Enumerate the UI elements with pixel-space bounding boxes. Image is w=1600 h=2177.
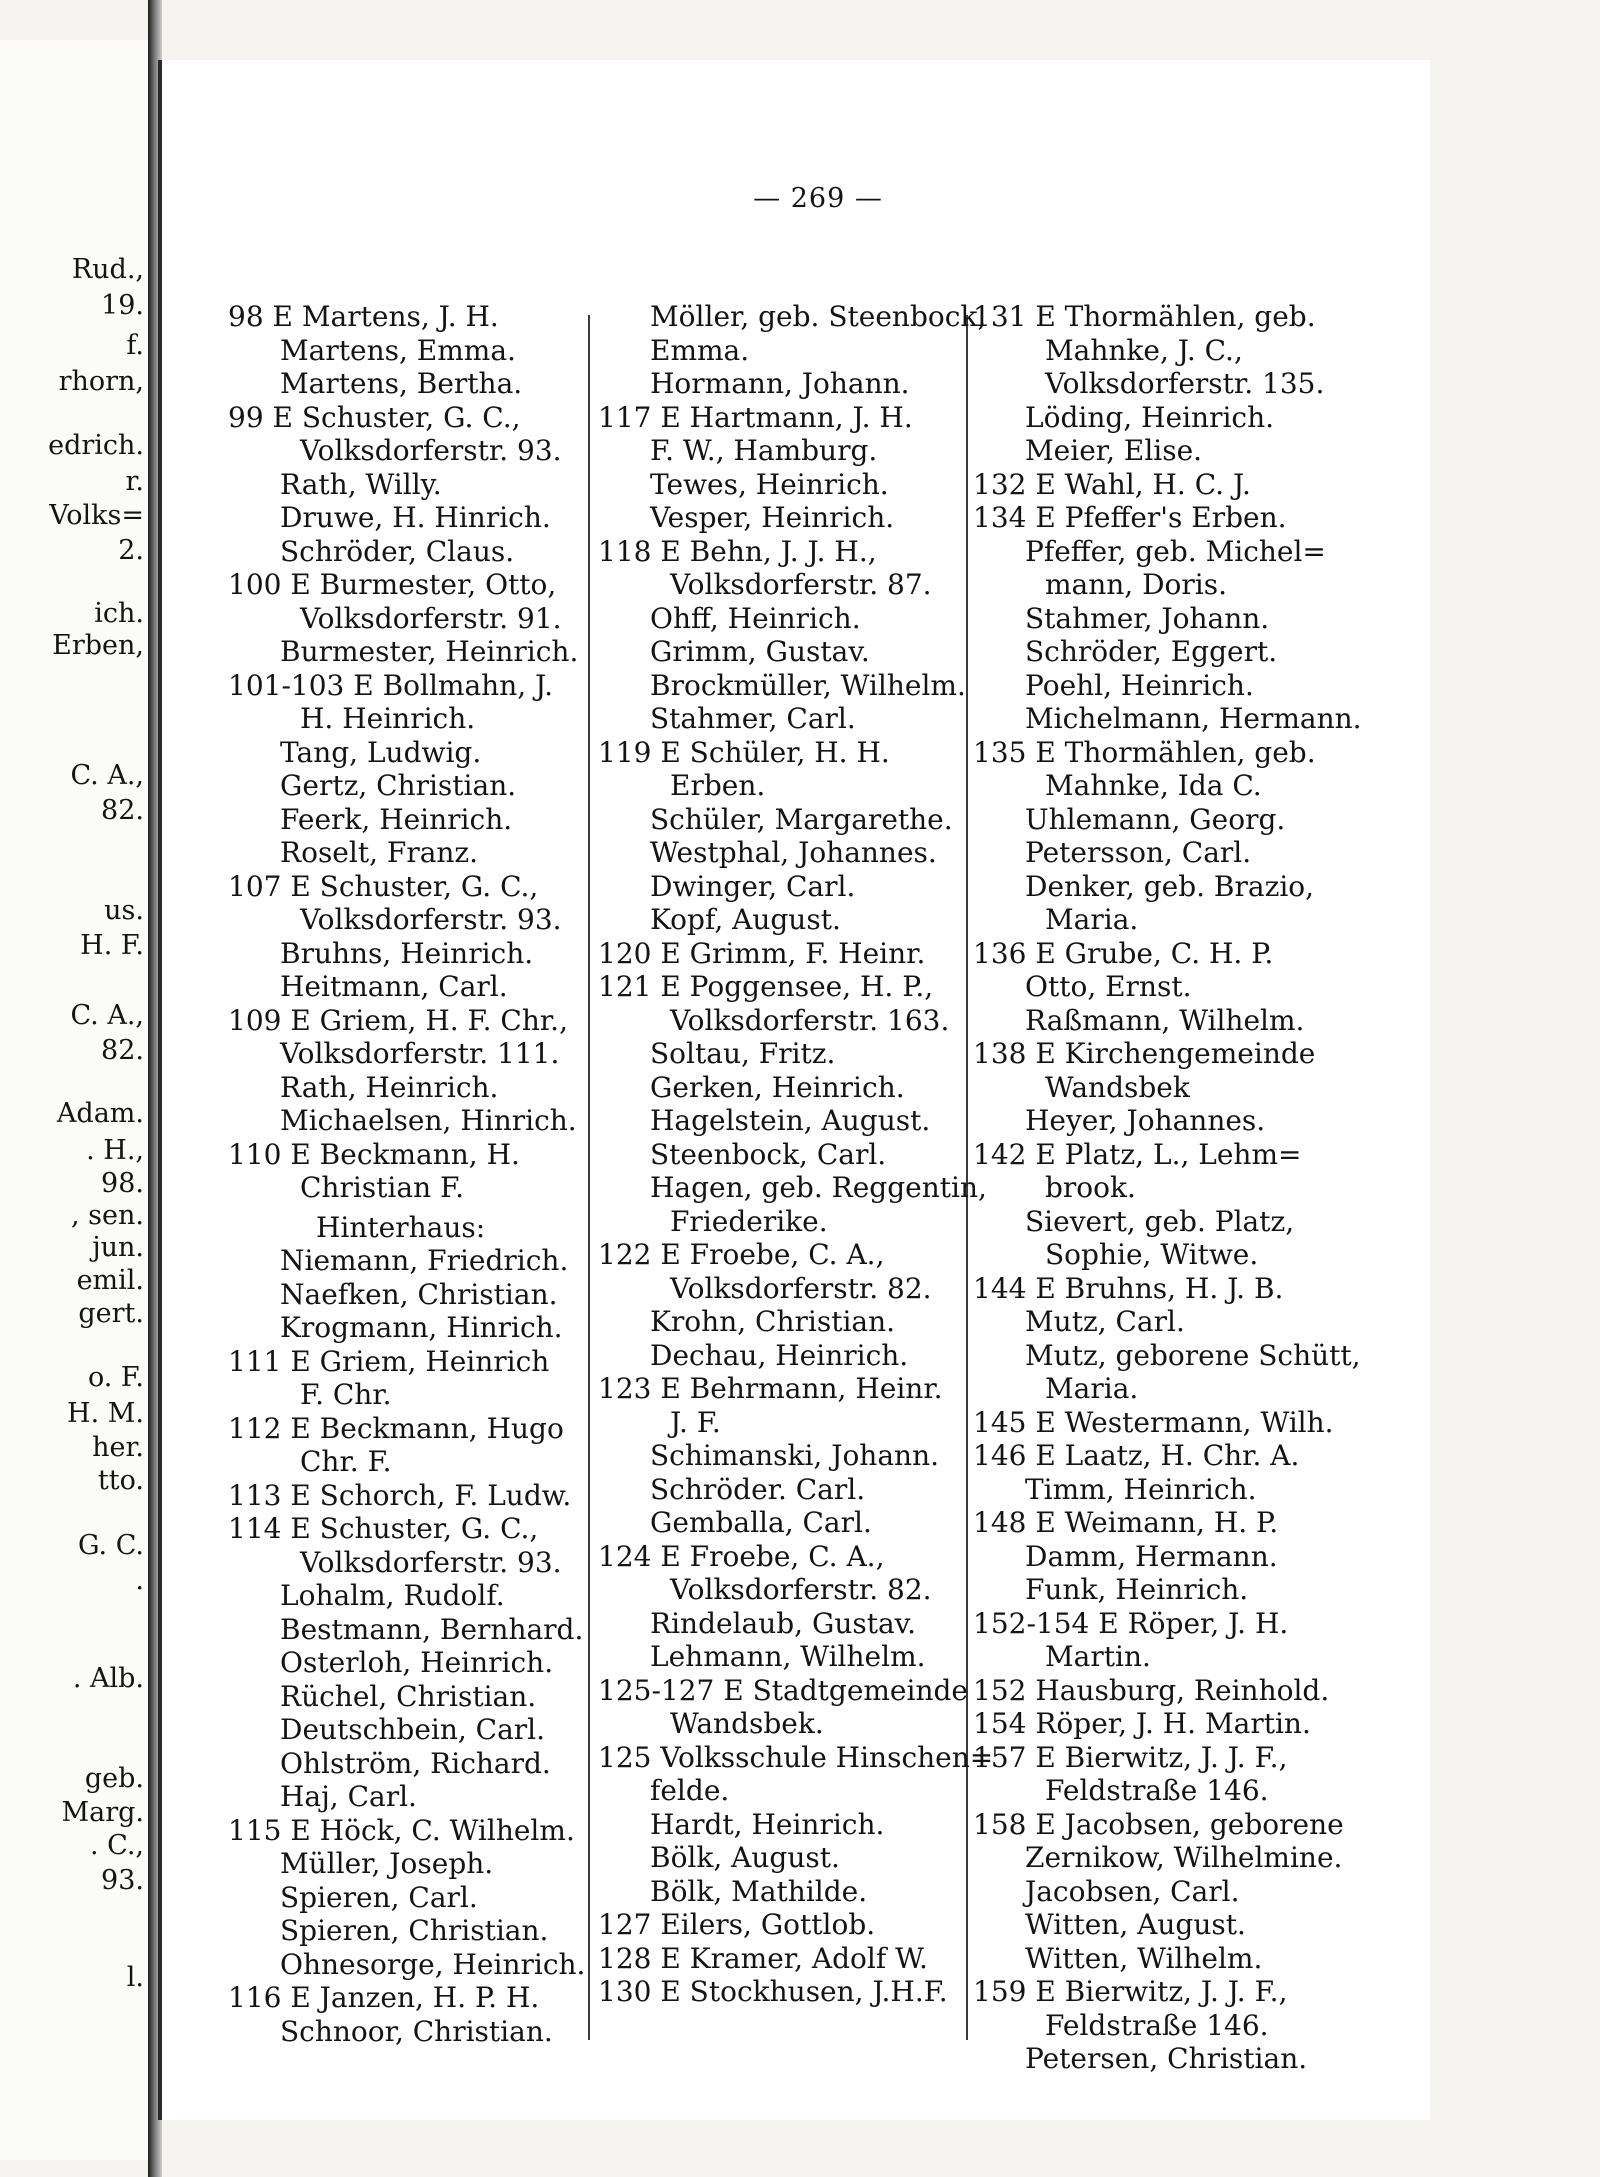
left-page-text: o. F. [87,1362,144,1393]
left-page-text: her. [92,1432,144,1463]
directory-entry-line: Timm, Heinrich. [1025,1472,1257,1506]
directory-entry-line: H. Heinrich. [300,702,476,735]
directory-entry-line: Hinterhaus: [316,1210,486,1244]
directory-entry-line: 144 E Bruhns, H. J. B. [973,1271,1284,1305]
directory-entry-line: Christian F. [300,1171,464,1204]
directory-entry-line: Dechau, Heinrich. [650,1338,909,1372]
directory-entry-line: Krogmann, Hinrich. [280,1311,563,1344]
directory-entry-line: Volksdorferstr. 82. [670,1573,932,1606]
left-page-text: edrich. [48,430,144,461]
directory-entry-line: Spieren, Carl. [280,1880,478,1914]
directory-entry-line: Krohn, Christian. [650,1305,896,1338]
directory-entry-line: 118 E Behn, J. J. H., [598,534,877,568]
directory-entry-line: Möller, geb. Steenbock, [650,300,987,333]
directory-entry-line: Petersen, Christian. [1025,2042,1308,2075]
directory-entry-line: Denker, geb. Brazio, [1025,869,1315,903]
left-page-text: G. C. [77,1530,144,1561]
directory-entry-line: Lehmann, Wilhelm. [650,1640,926,1673]
directory-entry-line: Hardt, Heinrich. [650,1807,885,1841]
left-page-text: r. [125,466,144,497]
directory-entry-line: Volksdorferstr. 82. [670,1271,932,1305]
directory-entry-line: 136 E Grube, C. H. P. [973,936,1274,970]
directory-entry-line: 128 E Kramer, Adolf W. [598,1941,928,1975]
left-page-text: 82. [101,1035,144,1066]
directory-entry-line: Ohlström, Richard. [280,1746,551,1780]
directory-entry-line: Schröder, Claus. [280,534,515,568]
directory-entry-line: Mahnke, J. C., [1045,333,1243,367]
directory-entry-line: Maria. [1045,903,1139,936]
directory-entry-line: 109 E Griem, H. F. Chr., [228,1003,568,1037]
directory-entry-line: Michelmann, Hermann. [1025,702,1362,735]
directory-entry-line: Burmester, Heinrich. [280,635,579,668]
directory-entry-line: 101-103 E Bollmahn, J. [228,668,553,702]
directory-entry-line: Gemballa, Carl. [650,1506,872,1539]
left-page-text: 19. [101,290,144,321]
left-page-text: . C., [89,1830,144,1861]
directory-entry-line: 131 E Thormählen, geb. [973,300,1316,333]
left-page-text: H. M. [67,1398,144,1429]
left-page-text: 93. [101,1865,144,1896]
directory-entry-line: 157 E Bierwitz, J. J. F., [973,1740,1288,1774]
directory-entry-line: 124 E Froebe, C. A., [598,1539,885,1573]
directory-entry-line: 111 E Griem, Heinrich [228,1344,550,1378]
directory-entry-line: Volksdorferstr. 93. [300,434,562,467]
directory-entry-line: Uhlemann, Georg. [1025,802,1286,836]
directory-entry-line: Petersson, Carl. [1025,836,1252,869]
directory-entry-line: Rindelaub, Gustav. [650,1606,917,1640]
directory-entry-line: 138 E Kirchengemeinde [973,1037,1316,1070]
directory-entry-line: Witten, August. [1025,1908,1246,1941]
directory-entry-line: Funk, Heinrich. [1025,1573,1249,1606]
left-page-text: C. A., [70,1000,144,1031]
left-page-text: 82. [101,795,144,826]
directory-entry-line: 125 Volksschule Hinschen= [598,1740,994,1774]
left-page-text: , sen. [71,1200,144,1231]
directory-entry-line: Friederike. [670,1204,828,1238]
directory-page [158,60,1430,2120]
directory-entry-line: Ohnesorge, Heinrich. [280,1947,586,1981]
directory-entry-line: Sievert, geb. Platz, [1025,1204,1295,1238]
left-page-text: l. [126,1962,144,1993]
directory-entry-line: Schröder. Carl. [650,1472,866,1506]
directory-entry-line: 146 E Laatz, H. Chr. A. [973,1439,1300,1472]
directory-entry-line: 121 E Poggensee, H. P., [598,970,934,1003]
directory-entry-line: 154 Röper, J. H. Martin. [973,1707,1311,1740]
directory-entry-line: 152 Hausburg, Reinhold. [973,1673,1330,1707]
directory-entry-line: Lohalm, Rudolf. [280,1579,505,1612]
directory-entry-line: Mutz, geborene Schütt, [1025,1338,1361,1372]
left-page-text: emil. [76,1265,144,1296]
directory-entry-line: Tang, Ludwig. [280,735,482,769]
left-page-text: geb. [84,1763,144,1794]
directory-entry-line: Heitmann, Carl. [280,970,508,1003]
page-edge [158,60,162,2120]
directory-entry-line: Dwinger, Carl. [650,869,856,903]
left-page-text: Erben, [52,630,144,661]
directory-entry-line: Hagen, geb. Reggentin, [650,1171,987,1204]
directory-entry-line: 123 E Behrmann, Heinr. [598,1372,943,1405]
directory-entry-line: Bölk, Mathilde. [650,1874,868,1908]
left-page-fragment [0,40,150,2160]
left-page-text: Rud., [71,254,144,285]
directory-entry-line: Raßmann, Wilhelm. [1025,1003,1305,1037]
left-page-text: gert. [78,1298,144,1329]
directory-entry-line: Volksdorferstr. 93. [300,1545,562,1579]
directory-entry-line: Mutz, Carl. [1025,1305,1185,1338]
directory-entry-line: Hormann, Johann. [650,367,910,400]
directory-entry-line: Martens, Bertha. [280,367,523,400]
left-page-text: rhorn, [58,366,144,397]
directory-entry-line: Brockmüller, Wilhelm. [650,668,966,702]
directory-entry-line: 125-127 E Stadtgemeinde [598,1673,968,1707]
directory-entry-line: 99 E Schuster, G. C., [228,400,521,434]
directory-entry-line: felde. [650,1774,730,1807]
directory-entry-line: 110 E Beckmann, H. [228,1137,520,1171]
directory-entry-line: Heyer, Johannes. [1025,1104,1266,1137]
directory-entry-line: 114 E Schuster, G. C., [228,1512,539,1545]
directory-entry-line: Emma. [650,333,750,367]
directory-entry-line: 120 E Grimm, F. Heinr. [598,936,926,970]
directory-entry-line: J. F. [670,1405,721,1439]
left-page-text: H. F. [80,930,144,961]
directory-entry-line: 152-154 E Röper, J. H. [973,1606,1289,1640]
directory-entry-line: 148 E Weimann, H. P. [973,1506,1279,1539]
left-page-text: . H., [86,1135,144,1166]
directory-entry-line: Sophie, Witwe. [1045,1238,1259,1271]
directory-entry-line: Volksdorferstr. 135. [1045,367,1325,400]
directory-entry-line: Jacobsen, Carl. [1025,1874,1240,1908]
directory-entry-line: Feerk, Heinrich. [280,802,513,836]
directory-entry-line: 142 E Platz, L., Lehm= [973,1137,1302,1171]
directory-entry-line: Schimanski, Johann. [650,1439,939,1472]
directory-entry-line: F. Chr. [300,1378,392,1411]
directory-entry-line: Naefken, Christian. [280,1277,558,1311]
directory-entry-line: Erben. [670,769,766,802]
directory-entry-line: Volksdorferstr. 111. [280,1037,560,1070]
directory-entry-line: Feldstraße 146. [1045,2008,1269,2042]
directory-entry-line: Soltau, Fritz. [650,1037,836,1070]
directory-entry-line: Hagelstein, August. [650,1104,931,1137]
directory-entry-line: Bestmann, Bernhard. [280,1612,584,1646]
directory-entry-line: 135 E Thormählen, geb. [973,735,1316,769]
directory-entry-line: Tewes, Heinrich. [650,467,889,501]
left-page-text: 2. [118,535,144,566]
directory-entry-line: Martens, Emma. [280,333,516,367]
directory-entry-line: 107 E Schuster, G. C., [228,869,539,903]
directory-entry-line: Niemann, Friedrich. [280,1244,569,1277]
directory-entry-line: Volksdorferstr. 163. [670,1003,950,1037]
left-page-text: . Alb. [72,1663,144,1694]
directory-entry-line: Rath, Willy. [280,467,442,501]
directory-entry-line: Stahmer, Carl. [650,702,856,735]
directory-entry-line: Volksdorferstr. 87. [670,568,932,601]
directory-entry-line: Bruhns, Heinrich. [280,936,534,970]
left-page-text: ich. [94,598,144,629]
directory-entry-line: Volksdorferstr. 91. [300,601,562,635]
directory-entry-line: Chr. F. [300,1445,392,1478]
directory-entry-line: 100 E Burmester, Otto, [228,568,557,601]
directory-entry-line: 119 E Schüler, H. H. [598,735,890,769]
directory-entry-line: Mahnke, Ida C. [1045,769,1262,802]
column-3 [973,300,1393,2076]
directory-entry-line: Feldstraße 146. [1045,1774,1269,1807]
directory-entry-line: 117 E Hartmann, J. H. [598,400,913,434]
directory-entry-line: Damm, Hermann. [1025,1539,1278,1573]
directory-entry-line: Schnoor, Christian. [280,2014,553,2048]
left-page-text: us. [104,895,144,926]
directory-entry-line: Löding, Heinrich. [1025,400,1275,434]
directory-entry-line: Haj, Carl. [280,1780,417,1813]
directory-entry-line: Grimm, Gustav. [650,635,870,668]
directory-entry-line: Druwe, H. Hinrich. [280,501,551,534]
directory-entry-line: 113 E Schorch, F. Ludw. [228,1478,572,1512]
directory-entry-line: Martin. [1045,1640,1151,1673]
directory-entry-line: 145 E Westermann, Wilh. [973,1405,1334,1439]
left-page-text: . [135,1565,144,1596]
directory-entry-line: brook. [1045,1171,1136,1204]
left-page-text: f. [126,330,144,361]
directory-entry-line: Ohff, Heinrich. [650,601,861,635]
directory-entry-line: Wandsbek. [670,1707,824,1740]
directory-entry-line: Kopf, August. [650,903,841,936]
left-page-text: jun. [92,1232,144,1263]
directory-entry-line: 98 E Martens, J. H. [228,300,499,333]
directory-entry-line: Pfeffer, geb. Michel= [1025,534,1326,568]
directory-entry-line: mann, Doris. [1045,568,1228,601]
directory-entry-line: 116 E Janzen, H. P. H. [228,1981,540,2014]
directory-entry-line: Vesper, Heinrich. [650,501,895,534]
directory-entry-line: Gerken, Heinrich. [650,1070,905,1104]
directory-entry-line: Steenbock, Carl. [650,1137,887,1171]
left-page-text: C. A., [70,760,144,791]
directory-entry-line: Wandsbek [1045,1070,1190,1104]
directory-entry-line: 112 E Beckmann, Hugo [228,1411,564,1445]
directory-entry-line: Rath, Heinrich. [280,1070,499,1104]
directory-entry-line: 122 E Froebe, C. A., [598,1238,885,1271]
directory-entry-line: Müller, Joseph. [280,1847,494,1880]
directory-entry-line: 132 E Wahl, H. C. J. [973,467,1251,501]
left-page-text: 98. [101,1168,144,1199]
directory-entry-line: Volksdorferstr. 93. [300,903,562,936]
left-page-text: Adam. [56,1098,144,1129]
directory-entry-line: Osterloh, Heinrich. [280,1646,554,1679]
directory-entry-line: Witten, Wilhelm. [1025,1941,1263,1975]
directory-entry-line: Stahmer, Johann. [1025,601,1270,635]
left-page-text: tto. [97,1465,144,1496]
directory-entry-line: Westphal, Johannes. [650,836,937,869]
directory-entry-line: Meier, Elise. [1025,434,1203,467]
directory-entry-line: F. W., Hamburg. [650,434,878,467]
directory-entry-line: Otto, Ernst. [1025,970,1192,1003]
directory-entry-line: Poehl, Heinrich. [1025,668,1254,702]
left-page-text: Marg. [61,1797,144,1828]
left-page-text: Volks= [49,500,144,531]
directory-entry-line: 130 E Stockhusen, J.H.F. [598,1975,948,2008]
directory-entry-line: Michaelsen, Hinrich. [280,1104,577,1137]
directory-entry-line: Rüchel, Christian. [280,1679,537,1713]
directory-entry-line: Roselt, Franz. [280,836,479,869]
directory-entry-line: Bölk, August. [650,1841,840,1874]
directory-entry-line: 159 E Bierwitz, J. J. F., [973,1975,1288,2008]
page-number: — 269 — [753,183,883,214]
directory-entry-line: 115 E Höck, C. Wilhelm. [228,1813,575,1847]
directory-entry-line: Gertz, Christian. [280,769,517,802]
directory-entry-line: Maria. [1045,1372,1139,1405]
directory-entry-line: Deutschbein, Carl. [280,1713,546,1746]
directory-entry-line: Zernikow, Wilhelmine. [1025,1841,1343,1874]
directory-entry-line: Spieren, Christian. [280,1914,549,1947]
directory-entry-line: Schüler, Margarethe. [650,802,953,836]
directory-entry-line: Schröder, Eggert. [1025,635,1278,668]
directory-entry-line: 134 E Pfeffer's Erben. [973,501,1287,534]
directory-entry-line: 158 E Jacobsen, geborene [973,1807,1344,1841]
column-2 [598,300,998,2009]
directory-entry-line: 127 Eilers, Gottlob. [598,1908,876,1941]
